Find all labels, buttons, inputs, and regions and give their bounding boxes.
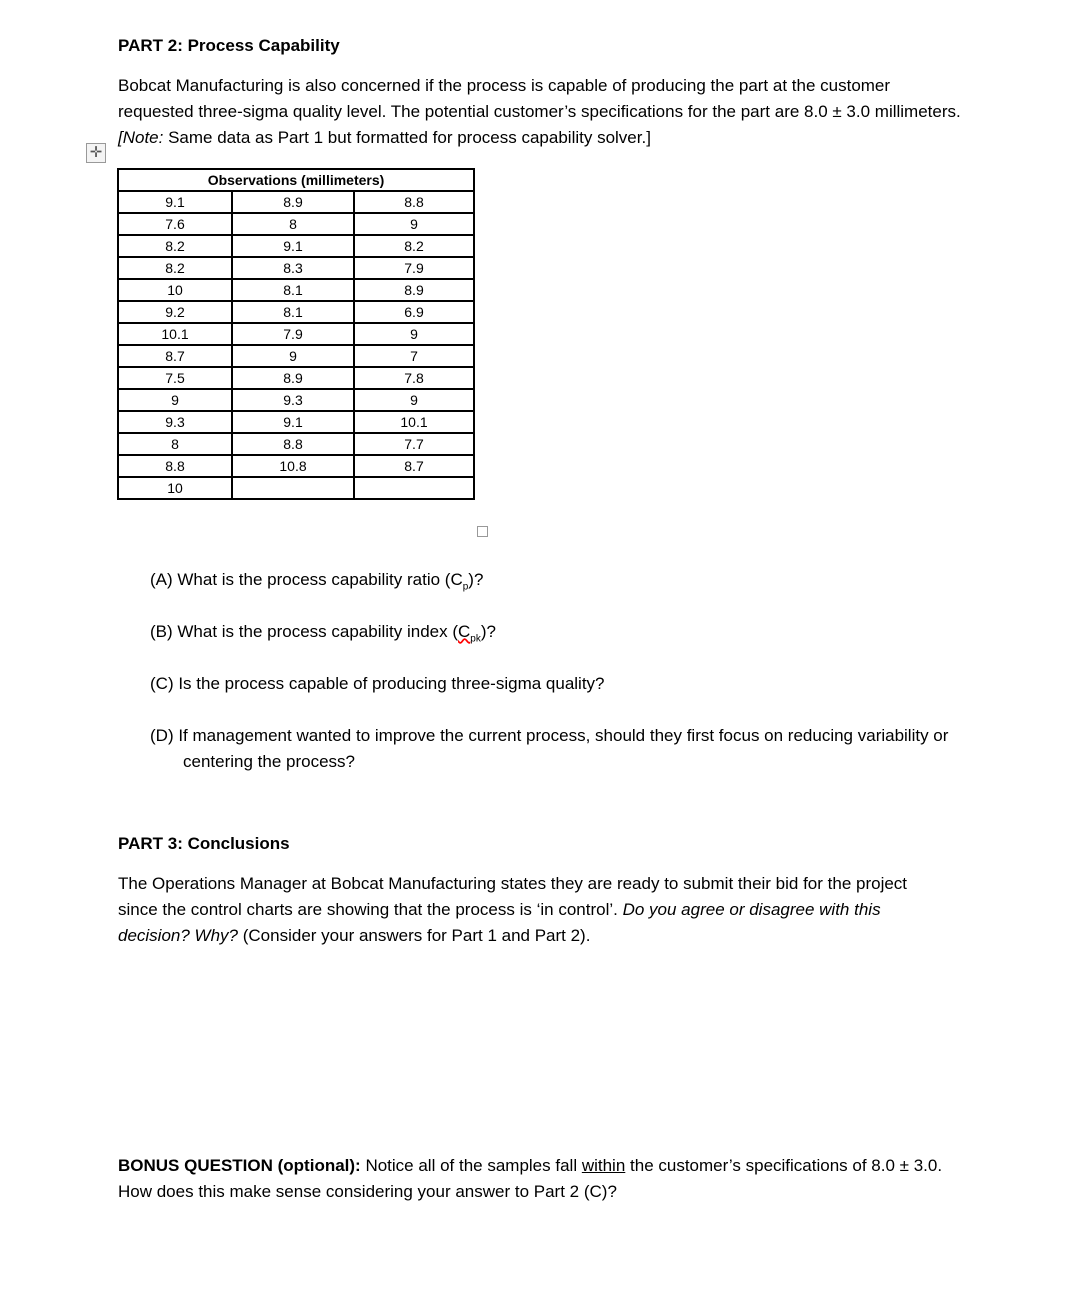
table-cell: 8.2 [118,257,232,279]
table-cell: 8.1 [232,301,354,323]
table-row [118,323,474,345]
part2-heading: PART 2: Process Capability [118,36,340,55]
table-resize-handle[interactable] [477,526,488,537]
table-cell: 8 [118,433,232,455]
table-cell [354,477,474,499]
table-cell: 10.8 [232,455,354,477]
question-a: (A) What is the process capability ratio $(C_p)$? [150,570,484,593]
table-row [118,411,474,433]
table-row [118,433,474,455]
table-cell: 8 [232,213,354,235]
table-cell: 10.1 [118,323,232,345]
table-cell: 9 [354,323,474,345]
question-b: (B) What is the process capability index $(C_{pk})$? [150,622,496,645]
table-header: Observations (millimeters) [118,169,474,191]
table-cell: 9 [232,345,354,367]
table-row [118,213,474,235]
table-cell: 7.9 [232,323,354,345]
table-cell: 9.1 [232,411,354,433]
table-cell: 7.8 [354,367,474,389]
table-cell: 6.9 [354,301,474,323]
part3-text: The Operations Manager at Bobcat Manufacturing states they are ready to submit their bid for the project since the control charts are showing that the process is ‘in control’. Do you agree or disagree with this decision? Why? (Consider your answers for Part 1 and Part 2). [118,874,908,945]
table-row [118,367,474,389]
table-cell: 7 [354,345,474,367]
table-cell: 10.1 [354,411,474,433]
table-cell: 8.9 [232,367,354,389]
table-cell: 8.8 [232,433,354,455]
table-cell: 7.5 [118,367,232,389]
table-cell: 8.7 [118,345,232,367]
table-cell: 8.1 [232,279,354,301]
table-cell: 9.1 [232,235,354,257]
table-cell: 8.9 [232,191,354,213]
table-row [118,345,474,367]
table-cell: 8.7 [354,455,474,477]
part3-heading: PART 3: Conclusions [118,834,290,853]
table-cell: 9.2 [118,301,232,323]
table-row [118,191,474,213]
question-c: (C) Is the process capable of producing three-sigma quality? [150,674,605,693]
table-cell: 8.8 [354,191,474,213]
table-cell: 9.1 [118,191,232,213]
table-row [118,455,474,477]
observations-table [117,168,475,500]
table-row [118,301,474,323]
table-cell: 9 [354,389,474,411]
table-cell: 10 [118,477,232,499]
table-cell: 9 [118,389,232,411]
table-row [118,257,474,279]
table-cell [232,477,354,499]
table-cell: 7.9 [354,257,474,279]
table-cell: 8.8 [118,455,232,477]
table-row [118,279,474,301]
table-cell: 8.3 [232,257,354,279]
table-cell: 9.3 [232,389,354,411]
table-cell: 8.9 [354,279,474,301]
table-row [118,235,474,257]
bonus-question: BONUS QUESTION (optional): Notice all of the samples fall within the customer’s specifications of 8.0 ± 3.0. How does this make sense considering your answer to Part 2 (C)? [118,1156,943,1201]
table-cell: 9.3 [118,411,232,433]
table-cell: 8.2 [118,235,232,257]
table-cell: 8.2 [354,235,474,257]
question-d: (D) If management wanted to improve the current process, should they first focus on reducing variability or centering the process? [150,726,949,771]
table-row [118,389,474,411]
table-cell: 7.7 [354,433,474,455]
table-cell: 10 [118,279,232,301]
part2-intro: Bobcat Manufacturing is also concerned if the process is capable of producing the part at the customer requested three-sigma quality level. The potential customer’s specifications for the part are 8.0 ± 3.0 millimeters. [Note: Same data as Part 1 but formatted for process capability solver.] [118,76,961,147]
table-cell: 9 [354,213,474,235]
table-cell: 7.6 [118,213,232,235]
table-move-handle-icon[interactable]: ✛ [86,143,106,163]
table-row [118,477,474,499]
